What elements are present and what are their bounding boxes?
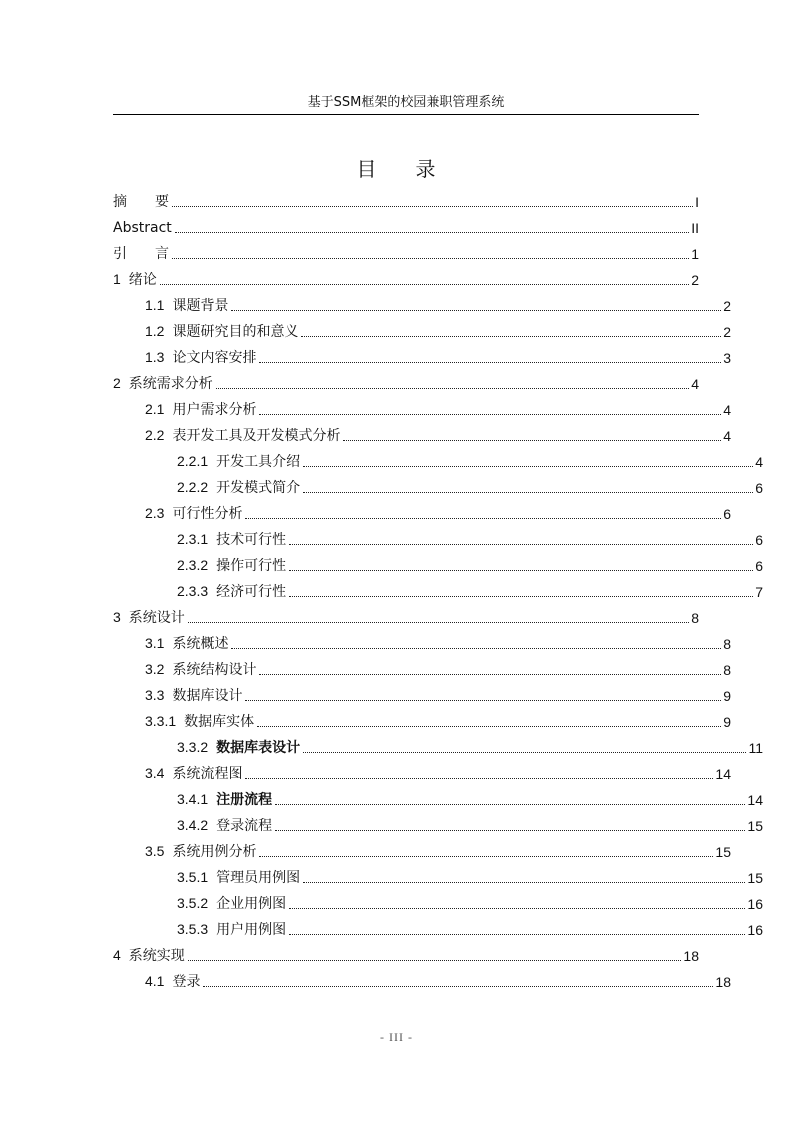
toc-entry-label [145, 712, 255, 731]
toc-entry[interactable] [113, 289, 731, 315]
toc-entry-title: 课题背景 [172, 298, 229, 314]
dot-leader [289, 570, 753, 571]
toc-entry-page: 16 [747, 922, 763, 938]
toc-entry-page: 6 [723, 506, 731, 522]
toc-entry-title: 论文内容安排 [172, 350, 257, 366]
toc-entry-title: 系统流程图 [172, 766, 243, 782]
toc-entry-number: 3.3.2 [177, 739, 209, 755]
toc-entry-page: 8 [691, 610, 699, 626]
dot-leader [257, 726, 721, 727]
toc-title [0, 155, 793, 183]
toc-entry-title: 注册流程 [216, 792, 273, 808]
toc-entry-label [145, 348, 257, 367]
dot-leader [303, 752, 746, 753]
dot-leader [160, 284, 689, 285]
toc-entry-page: 15 [747, 870, 763, 886]
toc-entry-label [177, 868, 301, 887]
toc-entry-label [145, 842, 257, 861]
toc-entry-title: 操作可行性 [216, 558, 287, 574]
toc-entry[interactable] [113, 705, 731, 731]
toc-entry-page: 18 [683, 948, 699, 964]
toc-entry-label [113, 374, 214, 393]
toc-entry[interactable] [113, 575, 763, 601]
toc-entry-title: 系统实现 [128, 948, 185, 964]
toc-entry-page: 6 [755, 532, 763, 548]
toc-entry[interactable] [113, 601, 699, 627]
toc-entry-label [145, 686, 243, 705]
toc-entry-number: 3.3 [145, 687, 165, 703]
dot-leader [289, 596, 753, 597]
toc-entry[interactable] [113, 393, 731, 419]
toc-entry-page: 14 [715, 766, 731, 782]
toc-entry-title: 数据库表设计 [216, 740, 301, 756]
toc-entry-number: 3.2 [145, 661, 165, 677]
dot-leader [188, 960, 682, 961]
dot-leader [231, 310, 721, 311]
toc-entry-label [177, 452, 301, 471]
toc-entry-number: 3 [113, 609, 121, 625]
toc-title-left: 目 [356, 157, 378, 181]
toc-entry[interactable] [113, 445, 763, 471]
toc-entry-page: I [695, 194, 699, 210]
toc-entry-number: 2.3.2 [177, 557, 209, 573]
toc-entry-number: 2.2.2 [177, 479, 209, 495]
toc-entry-page: 9 [723, 714, 731, 730]
toc-entry-number: 3.4 [145, 765, 165, 781]
toc-entry-label [177, 894, 287, 913]
dot-leader [289, 934, 745, 935]
toc-entry-label [145, 296, 229, 315]
toc-entry-title: 企业用例图 [216, 896, 287, 912]
toc-entry-number: 3.5.2 [177, 895, 209, 911]
toc-entry-label [113, 946, 186, 965]
toc-entry-title: Abstract [113, 220, 172, 236]
toc-entry-page: 2 [691, 272, 699, 288]
toc-entry-label [145, 322, 299, 341]
dot-leader [275, 830, 745, 831]
toc-entry[interactable] [113, 939, 699, 965]
toc-entry-number: 3.5.3 [177, 921, 209, 937]
toc-entry-title: 言 [155, 246, 169, 262]
dot-leader [216, 388, 689, 389]
toc-entry-page: 9 [723, 688, 731, 704]
toc-entry-number: 摘 [113, 193, 127, 209]
toc-entry-label [113, 608, 186, 627]
toc-entry-title: 系统概述 [172, 636, 229, 652]
toc-entry-title: 系统用例分析 [172, 844, 257, 860]
toc-entry-number: 2.3.1 [177, 531, 209, 547]
dot-leader [175, 232, 689, 233]
dot-leader [289, 544, 753, 545]
toc-entry-page: 8 [723, 636, 731, 652]
toc-entry-label [113, 270, 158, 289]
toc-entry-label [145, 504, 243, 523]
toc-entry[interactable] [113, 263, 699, 289]
toc-entry-number: 2.3.3 [177, 583, 209, 599]
toc-entry-label [177, 556, 287, 575]
dot-leader [289, 908, 745, 909]
toc-entry[interactable] [113, 809, 763, 835]
dot-leader [259, 362, 721, 363]
toc-entry-label [145, 426, 341, 445]
toc-entry-title: 开发工具介绍 [216, 454, 301, 470]
toc-entry-number: 4 [113, 947, 121, 963]
toc-entry[interactable] [113, 419, 731, 445]
toc-entry-title: 开发模式简介 [216, 480, 301, 496]
toc-entry-number: 引 [113, 245, 127, 261]
toc-entry-label [145, 400, 257, 419]
toc-entry-title: 数据库实体 [184, 714, 255, 730]
toc-entry-title: 经济可行性 [216, 584, 287, 600]
toc-entry-label [113, 219, 173, 237]
toc-entry-number: 1.3 [145, 349, 165, 365]
dot-leader [203, 986, 713, 987]
toc-entry[interactable] [113, 211, 699, 237]
page-number-footer: - III - [380, 1030, 413, 1044]
toc-entry-page: 2 [723, 298, 731, 314]
dot-leader [275, 804, 745, 805]
toc-entry[interactable] [113, 653, 731, 679]
toc-entry-label [177, 582, 287, 601]
toc-entry[interactable] [113, 549, 763, 575]
toc-entry-title: 系统设计 [128, 610, 185, 626]
toc-entry[interactable] [113, 627, 731, 653]
toc-entry-title: 管理员用例图 [216, 870, 301, 886]
toc-entry-page: 15 [747, 818, 763, 834]
toc-entry-label [113, 192, 170, 211]
dot-leader [245, 518, 721, 519]
toc-entry-page: 18 [715, 974, 731, 990]
toc-entry-title: 登录 [172, 974, 201, 990]
toc-entry-title: 可行性分析 [172, 506, 243, 522]
toc-entry-number: 1 [113, 271, 121, 287]
dot-leader [259, 414, 721, 415]
dot-leader [259, 674, 721, 675]
toc-entry-title: 用户用例图 [216, 922, 287, 938]
toc-entry[interactable] [113, 315, 731, 341]
header-rule [113, 114, 699, 115]
toc-entry[interactable] [113, 861, 763, 887]
toc-entry-label [177, 478, 301, 497]
toc-entry-number: 3.5.1 [177, 869, 209, 885]
toc-entry[interactable] [113, 757, 731, 783]
toc-entry[interactable] [113, 887, 763, 913]
toc-entry-label [177, 816, 273, 835]
toc-entry-number: 3.1 [145, 635, 165, 651]
toc-entry[interactable] [113, 835, 731, 861]
toc-entry[interactable] [113, 783, 763, 809]
toc-entry-label [145, 972, 201, 991]
toc-entry-title: 表开发工具及开发模式分析 [172, 428, 341, 444]
dot-leader [343, 440, 721, 441]
toc-entry-number: 2.1 [145, 401, 165, 417]
toc-entry-title: 系统结构设计 [172, 662, 257, 678]
toc-entry-title: 用户需求分析 [172, 402, 257, 418]
toc-entry[interactable] [113, 913, 763, 939]
toc-entry-number: 2 [113, 375, 121, 391]
dot-leader [259, 856, 713, 857]
toc-entry-label [177, 790, 273, 809]
toc-entry-page: 4 [723, 402, 731, 418]
toc-entry-number: 4.1 [145, 973, 165, 989]
dot-leader [172, 206, 693, 207]
toc-entry[interactable] [113, 731, 763, 757]
toc-entry-title: 技术可行性 [216, 532, 287, 548]
toc-entry-number: 2.2 [145, 427, 165, 443]
toc-entry-number: 3.4.1 [177, 791, 209, 807]
toc-entry-page: 6 [755, 480, 763, 496]
toc-entry-page: 8 [723, 662, 731, 678]
toc-entry-page: 16 [747, 896, 763, 912]
toc-entry-label [177, 530, 287, 549]
toc-entry-title: 系统需求分析 [128, 376, 213, 392]
toc-entry-label [177, 920, 287, 939]
toc-entry[interactable] [113, 679, 731, 705]
toc-entry-title: 登录流程 [216, 818, 273, 834]
toc-entry[interactable] [113, 497, 731, 523]
toc-entry-label [145, 764, 243, 783]
toc-entry-number: 3.3.1 [145, 713, 177, 729]
dot-leader [303, 882, 745, 883]
toc-entry-number: 1.2 [145, 323, 165, 339]
toc-entry-title: 课题研究目的和意义 [172, 324, 299, 340]
toc-entry-label [177, 738, 301, 757]
toc-entry-page: 2 [723, 324, 731, 340]
toc-title-right: 录 [415, 157, 437, 181]
toc-entry[interactable] [113, 237, 699, 263]
dot-leader [245, 778, 713, 779]
toc-entry-page: 4 [691, 376, 699, 392]
toc-entry-page: 7 [755, 584, 763, 600]
toc-entry-page: 4 [755, 454, 763, 470]
toc-entry-page: 11 [748, 740, 763, 756]
running-header: 基于SSM框架的校园兼职管理系统 [307, 95, 505, 110]
toc-entry-page: 6 [755, 558, 763, 574]
dot-leader [301, 336, 721, 337]
toc-entry-title: 要 [155, 194, 169, 210]
toc-entry-title: 数据库设计 [172, 688, 243, 704]
toc-entry-number: 3.5 [145, 843, 165, 859]
toc-entry-title: 绪论 [128, 272, 157, 288]
toc-entry[interactable] [113, 965, 731, 991]
toc-entry-label [145, 660, 257, 679]
toc-entry[interactable] [113, 471, 763, 497]
toc-entry-number: 3.4.2 [177, 817, 209, 833]
dot-leader [188, 622, 689, 623]
toc-entry-label [113, 244, 170, 263]
toc-entry[interactable] [113, 367, 699, 393]
toc-entry-number: 2.3 [145, 505, 165, 521]
dot-leader [303, 466, 753, 467]
toc-entry-page: II [691, 220, 699, 236]
toc-entry[interactable] [113, 185, 699, 211]
toc-entry[interactable] [113, 523, 763, 549]
toc-entry-page: 15 [715, 844, 731, 860]
toc-entry-number: 2.2.1 [177, 453, 209, 469]
dot-leader [172, 258, 689, 259]
toc-entry-label [145, 634, 229, 653]
toc-entry-number: 1.1 [145, 297, 165, 313]
toc-entry[interactable] [113, 341, 731, 367]
dot-leader [231, 648, 721, 649]
dot-leader [245, 700, 721, 701]
toc-entry-page: 1 [691, 246, 699, 262]
toc-entry-page: 3 [723, 350, 731, 366]
toc-entry-page: 4 [723, 428, 731, 444]
dot-leader [303, 492, 753, 493]
toc-entry-page: 14 [747, 792, 763, 808]
